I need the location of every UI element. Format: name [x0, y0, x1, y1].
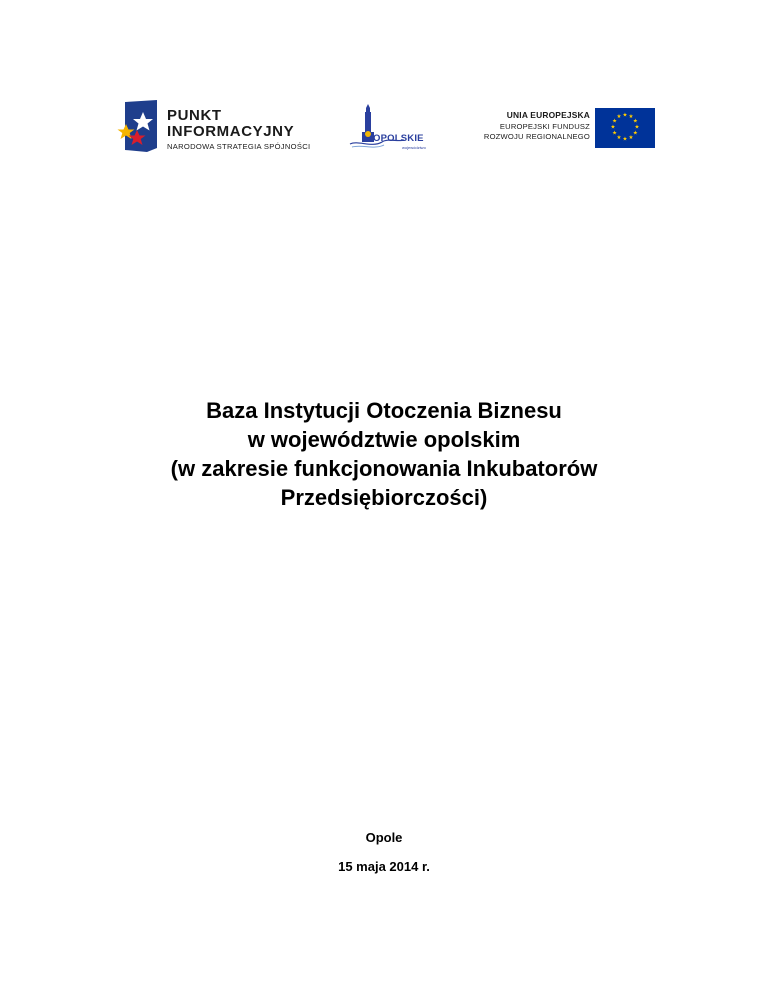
document-title [60, 396, 708, 512]
svg-text:★: ★ [634, 124, 640, 131]
opolskie-name: OPOLSKIE [373, 133, 424, 144]
svg-text:★: ★ [610, 124, 616, 131]
svg-text:★: ★ [632, 130, 638, 137]
date-label: 15 maja 2014 r. [338, 859, 430, 874]
eu-line3: ROZWOJU REGIONALNEGO [483, 132, 590, 141]
title-line: Przedsiębiorczości) [280, 485, 488, 510]
eu-flag-icon [595, 108, 655, 148]
nss-emblem-icon [117, 100, 163, 156]
eu-line1: UNIA EUROPEJSKA [506, 110, 590, 120]
title-line: Baza Instytucji Otoczenia Biznesu [206, 398, 562, 423]
title-line: w województwie opolskim [247, 427, 521, 452]
eu-logo [484, 108, 656, 148]
svg-text:★: ★ [612, 118, 618, 125]
opolskie-logo [348, 102, 432, 154]
svg-text:★: ★ [616, 114, 622, 121]
svg-text:★: ★ [622, 112, 628, 119]
punkt-informacyjny-subtitle: NARODOWA STRATEGIA SPÓJNOŚCI [167, 142, 311, 151]
svg-text:★: ★ [622, 136, 628, 143]
place-label: Opole [365, 830, 403, 845]
eu-line2: EUROPEJSKI FUNDUSZ [499, 122, 590, 131]
title-line: (w zakresie funkcjonowania Inkubatorów [170, 456, 598, 481]
svg-text:★: ★ [628, 114, 634, 121]
logo-header [0, 100, 768, 160]
punkt-informacyjny-line2: INFORMACYJNY [167, 123, 295, 140]
svg-text:★: ★ [612, 130, 618, 137]
svg-text:★: ★ [616, 134, 622, 141]
svg-text:★: ★ [628, 134, 634, 141]
svg-text:★: ★ [632, 118, 638, 125]
document-footer [0, 830, 768, 875]
punkt-informacyjny-logo [117, 100, 317, 158]
punkt-informacyjny-line1: PUNKT [167, 107, 222, 124]
opolskie-tagline: województwo [402, 145, 426, 150]
